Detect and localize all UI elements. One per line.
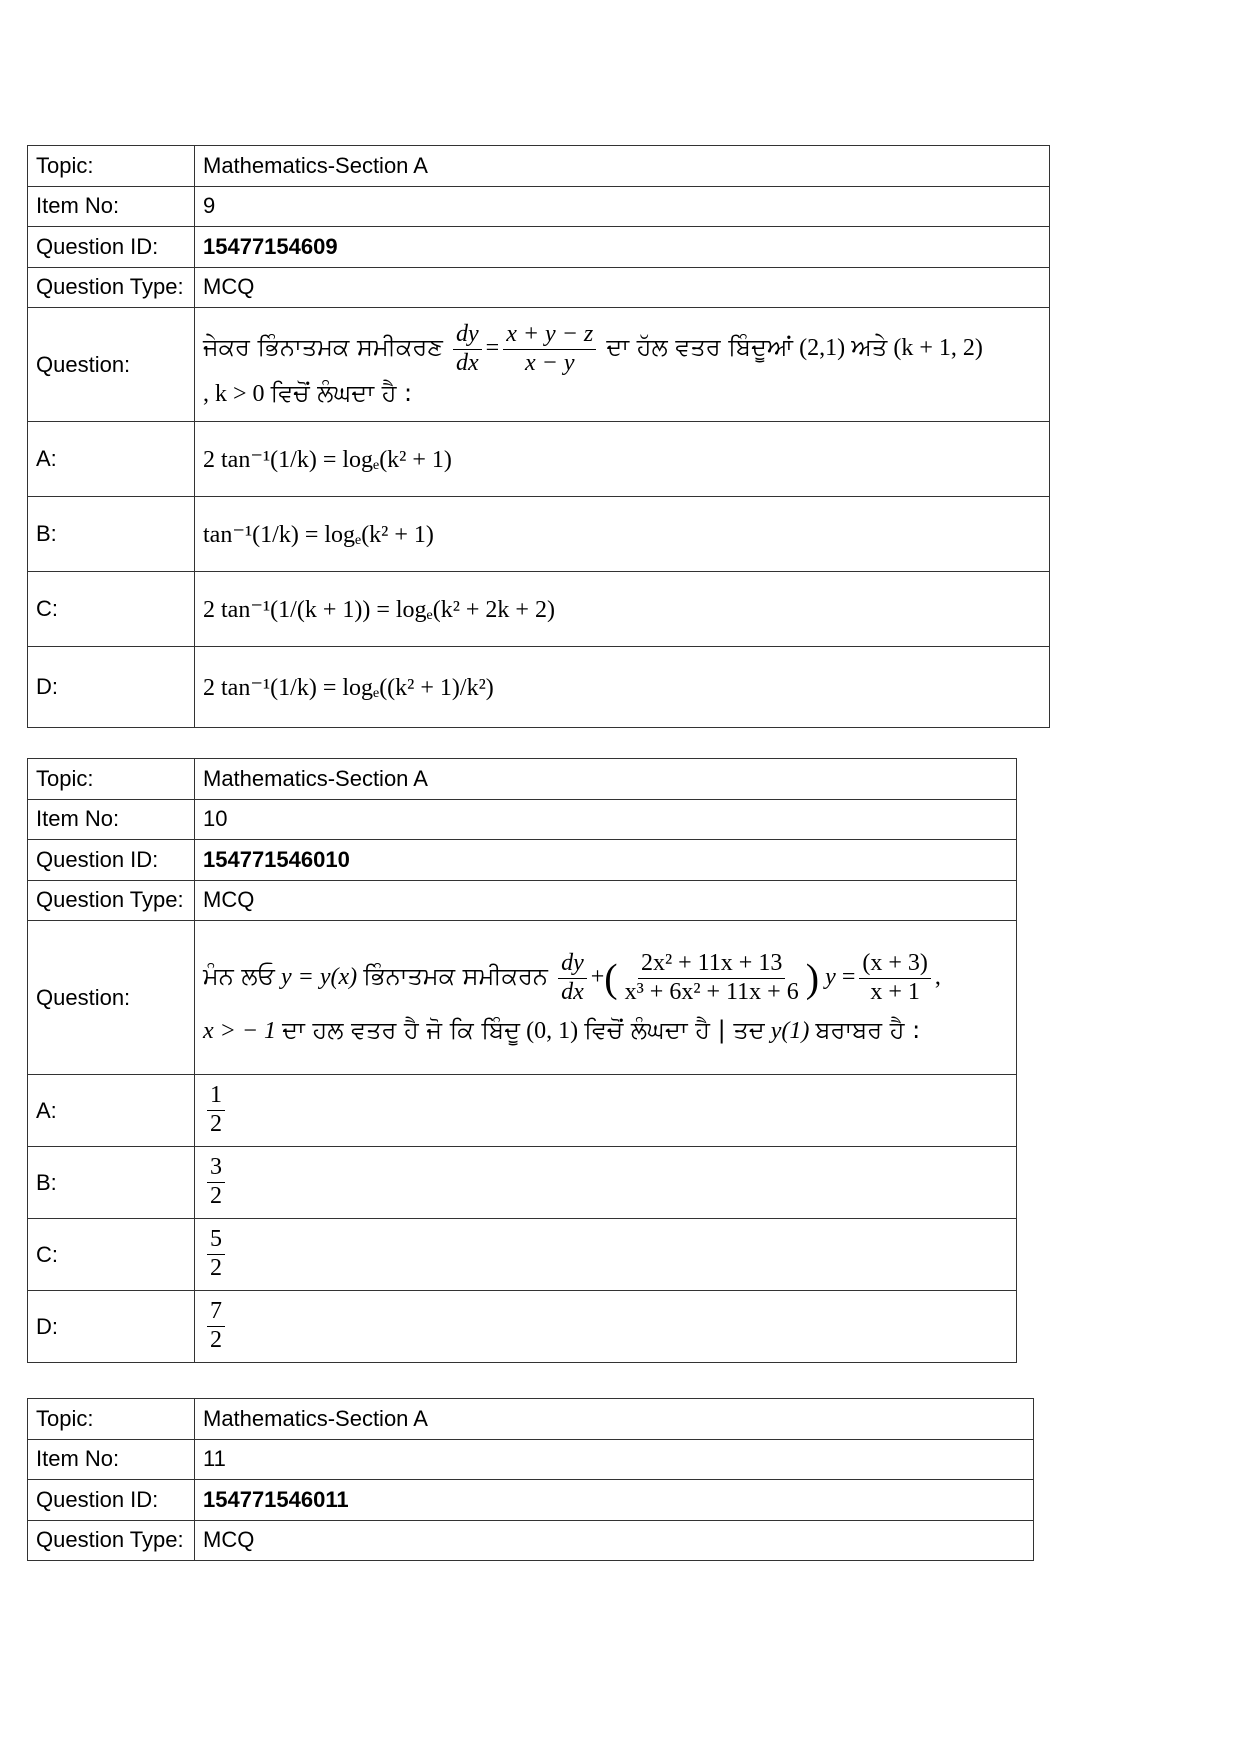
option-b-fraction [207,1154,225,1210]
topic-label: Topic: [28,759,195,800]
frac-numerator: 7 [207,1298,225,1327]
question-text-part2: ਭਿੰਨਾਤਮਕ ਸਮੀਕਰਨ [363,961,548,990]
option-b-label: B: [28,1147,195,1219]
frac-denominator: x − y [524,349,575,376]
item-no-value: 9 [195,186,1050,227]
option-c-label: C: [28,572,195,647]
function-def: y = y(x) [280,963,358,990]
frac-denominator: 2 [210,1327,222,1353]
option-a-label: A: [28,422,195,497]
option-a [195,1075,1017,1147]
question-label: Question: [28,308,195,422]
point-2: (k + 1, 2) [893,334,983,361]
question-type-value: MCQ [195,267,1050,308]
derivative-fraction [453,321,482,377]
frac-denominator: 2 [210,1183,222,1209]
frac-numerator: (x + 3) [859,950,931,979]
point: (0, 1) [526,1018,579,1045]
topic-value: Mathematics-Section A [195,146,1050,187]
question-type-value: MCQ [195,880,1017,921]
question-text: ਮੰਨ ਲਓ y = y(x) ਭਿੰਨਾਤਮਕ ਸਮੀਕਰਨ $\frac{dy}{dx}$ +( $\frac{\text{2x² + 11x + 13}}{\text{x³ + 6x² + 11x + 6}}$ ) y = $\frac{(x + 3)}{x + 1}$ , x > − 1 ਦਾ ਹਲ ਵਤਰ ਹੈ ਜੋ ਕਿ ਬਿੰਦੂ (0, 1) ਵਿਚੋਂ ਲੰਘਦਾ ਹੈ | ਤਦ y(1) ਬਰਾਬਰ ਹੈ : [195,921,1017,1075]
question-text-part4: ਵਿਚੋਂ ਲੰਘਦਾ ਹੈ | ਤਦ [584,1016,765,1045]
derivative-fraction [558,950,587,1006]
question-text-part5: ਬਰਾਬਰ ਹੈ : [815,1016,921,1045]
topic-value: Mathematics-Section A [195,1399,1034,1440]
frac-numerator: 2x² + 11x + 13 [638,950,785,979]
question-text-part1: ਜੇਕਰ ਭਿੰਨਾਤਮਕ ਸਮੀਕਰਣ [203,332,443,361]
question-type-value: MCQ [195,1520,1034,1561]
question-type-label: Question Type: [28,267,195,308]
option-d [195,1291,1017,1363]
frac-denominator: dx [561,978,584,1005]
option-b [195,1147,1017,1219]
condition: , k > 0 [203,381,265,408]
frac-numerator: 5 [207,1226,225,1255]
question-label: Question: [28,921,195,1075]
option-b: tan⁻¹(1/k) = logₑ(k² + 1) [195,497,1050,572]
question-table-9 [27,145,1050,728]
option-c-fraction [207,1226,225,1282]
question-text-part4: ਵਿਚੋਂ ਲੰਘਦਾ ਹੈ : [270,379,413,408]
option-a-label: A: [28,1075,195,1147]
topic-value: Mathematics-Section A [195,759,1017,800]
frac-numerator: 1 [207,1082,225,1111]
frac-denominator: 2 [210,1111,222,1137]
question-text-part2: ਦਾ ਹੱਲ ਵਤਰ ਬਿੰਦੂਆਂ [606,332,794,361]
rhs-fraction [503,321,596,377]
question-text-part1: ਮੰਨ ਲਓ [203,961,275,990]
frac-denominator: dx [456,349,479,376]
option-b-label: B: [28,497,195,572]
option-d: 2 tan⁻¹(1/k) = logₑ((k² + 1)/k²) [195,647,1050,728]
option-c [195,1219,1017,1291]
option-d-label: D: [28,1291,195,1363]
option-c: 2 tan⁻¹(1/(k + 1)) = logₑ(k² + 2k + 2) [195,572,1050,647]
option-c-label: C: [28,1219,195,1291]
topic-label: Topic: [28,1399,195,1440]
question-id-label: Question ID: [28,1480,195,1521]
frac-denominator: x + 1 [870,978,920,1005]
question-id-value: 154771546010 [195,840,1017,881]
question-type-label: Question Type: [28,1520,195,1561]
question-table-10 [27,758,1017,1363]
y-of-1: y(1) [770,1018,810,1045]
question-text: ਜੇਕਰ ਭਿੰਨਾਤਮਕ ਸਮੀਕਰਣ $\frac{dy}{dx}$ = $\frac{x + y - z}{x - y}$ ਦਾ ਹੱਲ ਵਤਰ ਬਿੰਦੂਆਂ (2,1) ਅਤੇ (k + 1, 2) , k > 0 ਵਿਚੋਂ ਲੰਘਦਾ ਹੈ : [195,308,1050,422]
condition: x > − 1 [203,1018,277,1045]
question-table-11 [27,1398,1034,1561]
item-no-value: 10 [195,799,1017,840]
frac-numerator: 3 [207,1154,225,1183]
question-id-label: Question ID: [28,227,195,268]
frac-denominator: x³ + 6x² + 11x + 6 [624,978,799,1005]
frac-denominator: 2 [210,1255,222,1281]
rhs-fraction [859,950,931,1006]
frac-numerator: x + y − z [503,321,596,350]
item-no-label: Item No: [28,799,195,840]
question-id-label: Question ID: [28,840,195,881]
question-id-value: 15477154609 [195,227,1050,268]
question-text-part3: ਦਾ ਹਲ ਵਤਰ ਹੈ ਜੋ ਕਿ ਬਿੰਦੂ [282,1016,521,1045]
frac-numerator: dy [558,950,587,979]
option-a-fraction [207,1082,225,1138]
coefficient-fraction [622,950,802,1006]
question-text-part3: ਅਤੇ [851,332,888,361]
question-id-value: 154771546011 [195,1480,1034,1521]
topic-label: Topic: [28,146,195,187]
point-1: (2,1) [799,334,846,361]
item-no-label: Item No: [28,1439,195,1480]
item-no-label: Item No: [28,186,195,227]
question-type-label: Question Type: [28,880,195,921]
option-d-fraction [207,1298,225,1354]
frac-numerator: dy [453,321,482,350]
option-a: 2 tan⁻¹(1/k) = logₑ(k² + 1) [195,422,1050,497]
option-d-label: D: [28,647,195,728]
item-no-value: 11 [195,1439,1034,1480]
